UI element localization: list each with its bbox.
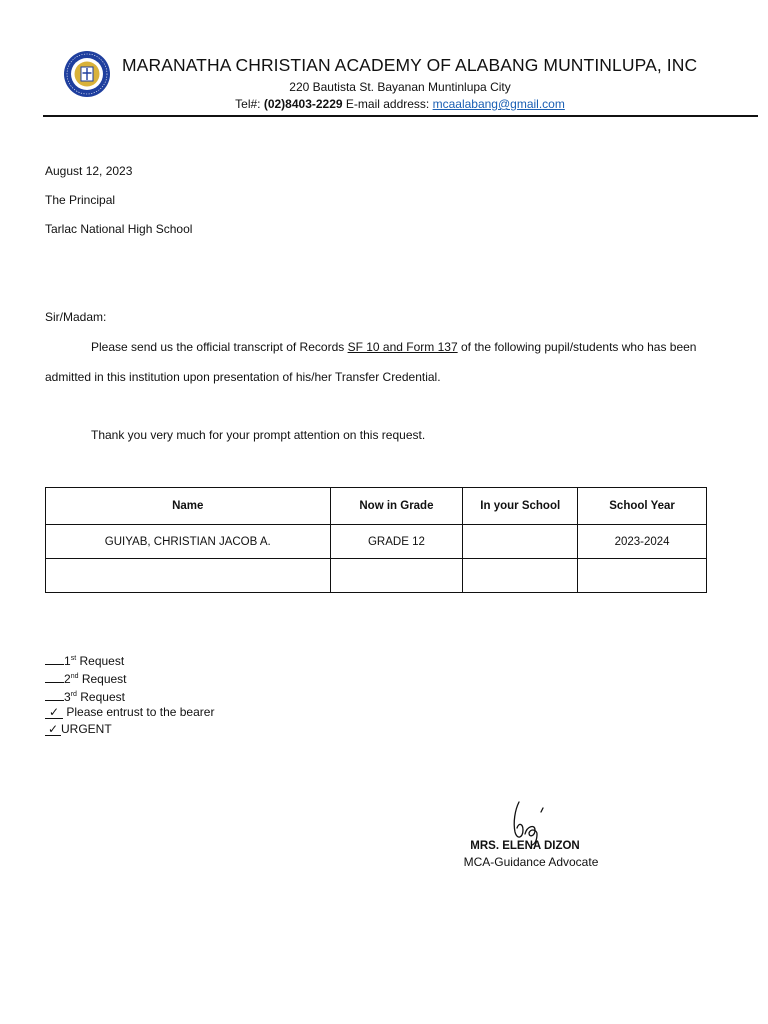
first-request-option: 1st Request [45,651,214,669]
recipient-school: Tarlac National High School [45,222,193,236]
body-paragraph-line-2: admitted in this institution upon presentation of his/her Transfer Credential. [45,370,441,384]
school-contact-line [0,97,768,111]
signatory-name: MRS. ELENA DIZON [470,840,580,852]
urgent-option: ✓ URGENT [45,722,214,737]
records-reference: SF 10 and Form 137 [347,340,458,354]
column-header-school-year: School Year [578,488,707,525]
thanks-paragraph: Thank you very much for your prompt attention on this request. [91,428,426,442]
column-header-grade: Now in Grade [330,488,463,525]
cell-school [463,559,578,593]
school-address: 220 Bautista St. Bayanan Muntinlupa City [289,80,511,94]
letter-date: August 12, 2023 [45,164,133,178]
cell-grade: GRADE 12 [330,525,463,559]
third-request-blank [45,689,64,701]
urgent-check-mark: ✓ [45,724,61,736]
table-row [46,559,707,593]
student-records-table [45,487,707,593]
table-row [46,525,707,559]
cell-school-year [578,559,707,593]
cell-student-name [46,559,331,593]
third-request-option: 3rd Request [45,687,214,705]
recipient-title: The Principal [45,193,116,207]
column-header-name: Name [46,488,331,525]
signatory-title: MCA-Guidance Advocate [463,855,599,869]
column-header-school: In your School [463,488,578,525]
entrust-option: ✓ Please entrust to the bearer [45,705,214,720]
second-request-blank [45,671,64,683]
email-link[interactable]: mcaalabang@gmail.com [432,97,565,111]
entrust-check-mark: ✓ [45,707,63,719]
salutation: Sir/Madam: [45,310,107,324]
table-header-row [46,488,707,525]
cell-grade [330,559,463,593]
tel-label: Tel#: [235,97,264,111]
cell-school [463,525,578,559]
tel-number: (02)8403-2229 [263,97,343,111]
cell-school-year: 2023-2024 [578,525,707,559]
school-name: MARANATHA CHRISTIAN ACADEMY OF ALABANG MUNTINLUPA, INC [122,55,698,75]
header-divider [43,115,758,117]
second-request-option: 2nd Request [45,669,214,687]
email-label: E-mail address: [342,97,433,111]
body-paragraph-line-1: Please send us the official transcript of Records SF 10 and Form 137 of the following pupil/students who has been [91,340,697,354]
cell-student-name: GUIYAB, CHRISTIAN JACOB A. [46,525,331,559]
first-request-blank [45,653,64,665]
request-checklist [45,651,214,737]
